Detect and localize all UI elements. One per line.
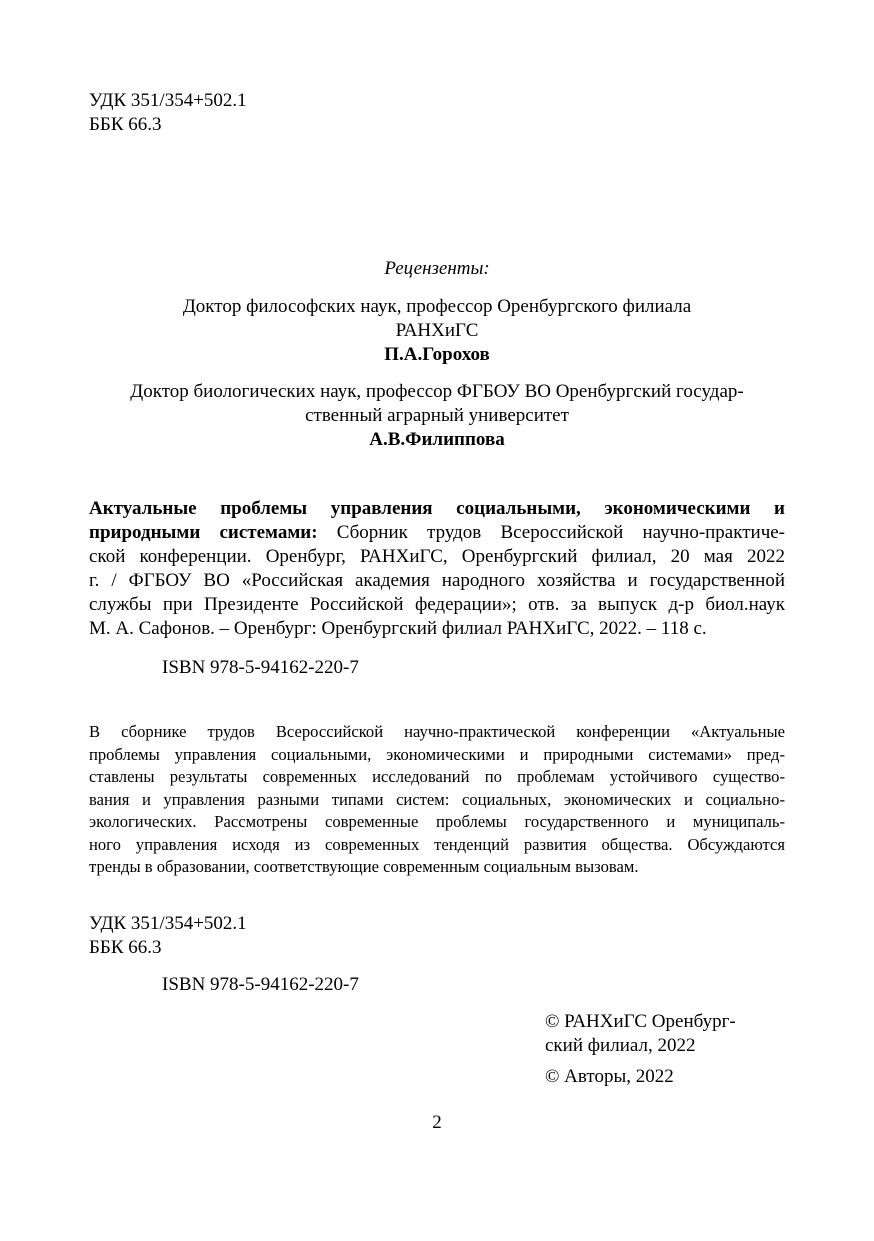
copyright-publisher-line-2: ский филиал, 2022 bbox=[545, 1035, 696, 1056]
citation-line: М. А. Сафонов. – Оренбург: Оренбургский филиал РАНХиГС, 2022. – 118 с. bbox=[89, 618, 707, 639]
reviewer-1-credential-line-1: Доктор философских наук, профессор Оренбургского филиала bbox=[182, 296, 692, 317]
reviewer-1 bbox=[0, 295, 874, 367]
classification-codes-top bbox=[89, 89, 247, 137]
reviewer-2-name: А.В.Филиппова bbox=[369, 429, 505, 450]
citation-line: службы при Президенте Российской федерации»; отв. за выпуск д-р биол.наук bbox=[89, 594, 785, 615]
udk-code: УДК 351/354+502.1 bbox=[89, 90, 247, 111]
copyright-publisher-line-1: © РАНХиГС Оренбург- bbox=[545, 1011, 736, 1032]
annotation-line: ного управления исходя из современных тенденций развития общества. Обсуждаются bbox=[89, 834, 785, 854]
reviewer-2-credential-line-2: ственный аграрный университет bbox=[305, 405, 569, 426]
reviewer-2-credential-line-1: Доктор биологических наук, профессор ФГБОУ ВО Оренбургский государ- bbox=[130, 381, 744, 402]
citation-line: ской конференции. Оренбург, РАНХиГС, Оренбургский филиал, 20 мая 2022 bbox=[89, 546, 785, 567]
annotation-line: вания и управления разными типами систем: социальных, экономических и социально- bbox=[89, 789, 785, 809]
isbn: ISBN 978-5-94162-220-7 bbox=[162, 657, 359, 678]
copyright-authors: © Авторы, 2022 bbox=[545, 1066, 674, 1087]
reviewers-heading: Рецензенты: bbox=[384, 258, 490, 279]
annotation-line: В сборнике трудов Всероссийской научно-практической конференции «Актуальные bbox=[89, 722, 785, 741]
udk-code: УДК 351/354+502.1 bbox=[89, 913, 247, 934]
citation-line bbox=[89, 521, 785, 545]
annotation-line: проблемы управления социальными, экономическими и природными системами» пред- bbox=[89, 744, 785, 764]
bbk-code: ББК 66.3 bbox=[89, 937, 162, 958]
copyright-block bbox=[545, 1010, 736, 1089]
citation-text: Сборник трудов Всероссийской научно-практиче- bbox=[317, 522, 786, 543]
reviewer-1-name: П.А.Горохов bbox=[384, 344, 490, 365]
isbn: ISBN 978-5-94162-220-7 bbox=[162, 974, 359, 995]
classification-codes-bottom bbox=[89, 912, 247, 960]
citation-line: г. / ФГБОУ ВО «Российская академия народного хозяйства и государственной bbox=[89, 570, 785, 591]
annotation-paragraph bbox=[89, 721, 785, 879]
annotation-line: ставлены результаты современных исследований по проблемам устойчивого существо- bbox=[89, 767, 785, 786]
book-title-part-2: природными системами: bbox=[89, 522, 318, 543]
bbk-code: ББК 66.3 bbox=[89, 114, 162, 135]
page-number: 2 bbox=[432, 1112, 442, 1133]
reviewer-1-credential-line-2: РАНХиГС bbox=[395, 320, 479, 341]
bibliographic-citation bbox=[89, 497, 785, 641]
reviewer-2 bbox=[0, 380, 874, 452]
reviewers-section bbox=[0, 257, 874, 465]
citation-line bbox=[89, 497, 785, 521]
annotation-line: тренды в образовании, соответствующие современным социальным вызовам. bbox=[89, 857, 639, 876]
annotation-line: экологических. Рассмотрены современные проблемы государственного и муниципаль- bbox=[89, 812, 785, 831]
book-title-part-1: Актуальные проблемы управления социальными, экономическими и bbox=[89, 498, 785, 519]
